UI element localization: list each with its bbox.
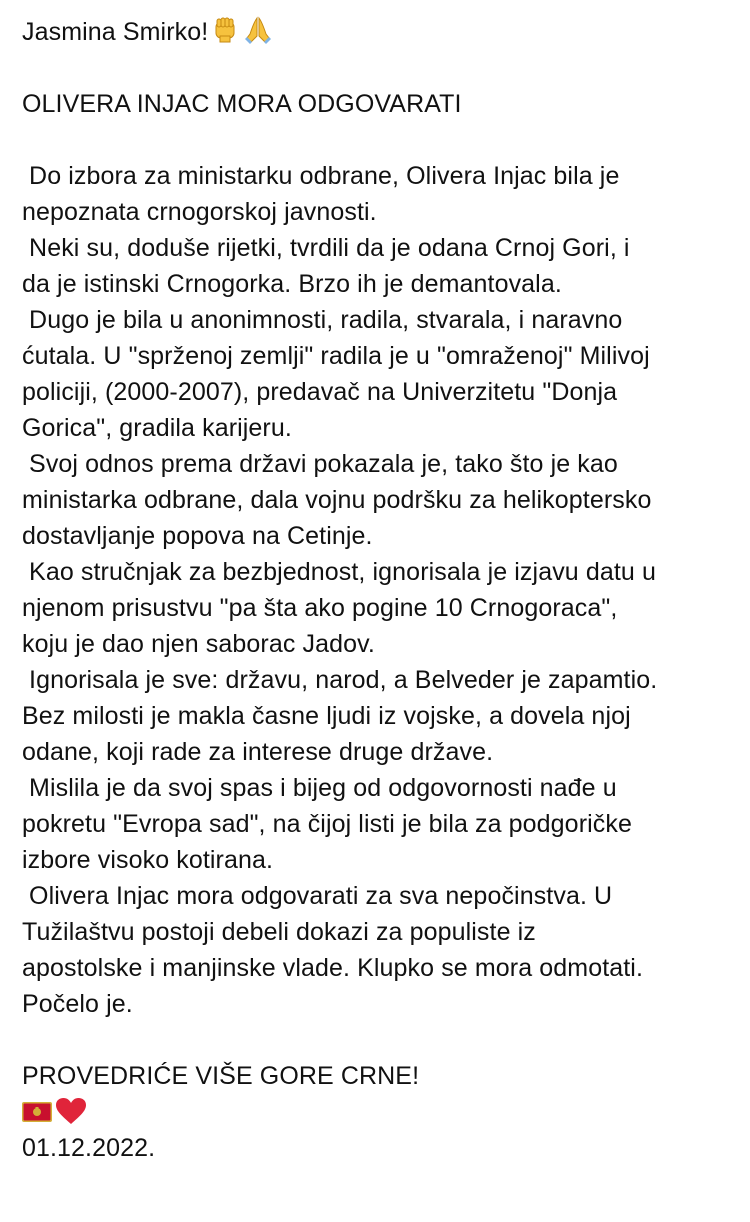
body-line: Kao stručnjak za bezbjednost, ignorisala je izjavu datu u	[22, 558, 656, 586]
body-line: koju je dao njen saborac Jadov.	[22, 630, 375, 658]
body-line: Olivera Injac mora odgovarati za sva nepočinstva. U	[22, 882, 613, 910]
body-line: Mislila je da svoj spas i bijeg od odgovornosti nađe u	[22, 774, 617, 802]
headline: OLIVERA INJAC MORA ODGOVARATI	[22, 90, 462, 118]
body-line: odane, koji rade za interese druge države.	[22, 738, 494, 766]
closing-emojis	[22, 1094, 728, 1130]
body-line: pokretu "Evropa sad", na čijoj listi je bila za podgoričke	[22, 810, 632, 838]
author-line	[22, 14, 728, 50]
author-name: Jasmina Smirko!	[22, 18, 209, 46]
body-line: ćutala. U "spržеnoj zemlji" radila je u "omraženoj" Milivoj	[22, 342, 650, 370]
body-line: ministarka odbrane, dala vojnu podršku za helikoptersko	[22, 486, 652, 514]
raised-fist-icon	[210, 14, 240, 54]
body-line: Do izbora za ministarku odbrane, Olivera Injac bila je	[22, 162, 620, 190]
body-text	[22, 158, 728, 1022]
spacer	[22, 1022, 728, 1058]
folded-hands-icon	[242, 14, 274, 54]
body-line: Gorica", gradila karijeru.	[22, 414, 292, 442]
body-line: nepoznata crnogorskoj javnosti.	[22, 198, 377, 226]
body-line: Tužilaštvu postoji debeli dokazi za populiste iz	[22, 918, 536, 946]
body-line: Dugo je bila u anonimnosti, radila, stvarala, i naravno	[22, 306, 623, 334]
body-line: Neki su, doduše rijetki, tvrdili da je odana Crnoj Gori, i	[22, 234, 630, 262]
body-line: policiji, (2000-2007), predavač na Univerzitetu "Donja	[22, 378, 618, 406]
body-line: Počelo je.	[22, 990, 133, 1018]
body-line: izbore visoko kotirana.	[22, 846, 274, 874]
spacer	[22, 122, 728, 158]
body-line: dostavljanje popova na Cetinje.	[22, 522, 373, 550]
red-heart-icon	[54, 1096, 88, 1126]
body-line: Ignorisala je sve: državu, narod, a Belveder je zapamtio.	[22, 666, 658, 694]
body-line: da je istinski Crnogorka. Brzo ih je demantovala.	[22, 270, 562, 298]
post-text	[22, 14, 728, 1166]
post-date: 01.12.2022.	[22, 1134, 156, 1162]
montenegro-flag-icon	[22, 1096, 52, 1116]
spacer	[22, 50, 728, 86]
body-line: njenom prisustvu "pa šta ako pogine 10 Crnogoraca",	[22, 594, 618, 622]
body-line: Bez milosti je makla časne ljudi iz vojske, a dovela njoj	[22, 702, 631, 730]
body-line: Svoj odnos prema državi pokazala je, tako što je kao	[22, 450, 618, 478]
body-line: apostolske i manjinske vlade. Klupko se mora odmotati.	[22, 954, 643, 982]
closing-line: PROVEDRIĆE VIŠE GORE CRNE!	[22, 1062, 420, 1090]
